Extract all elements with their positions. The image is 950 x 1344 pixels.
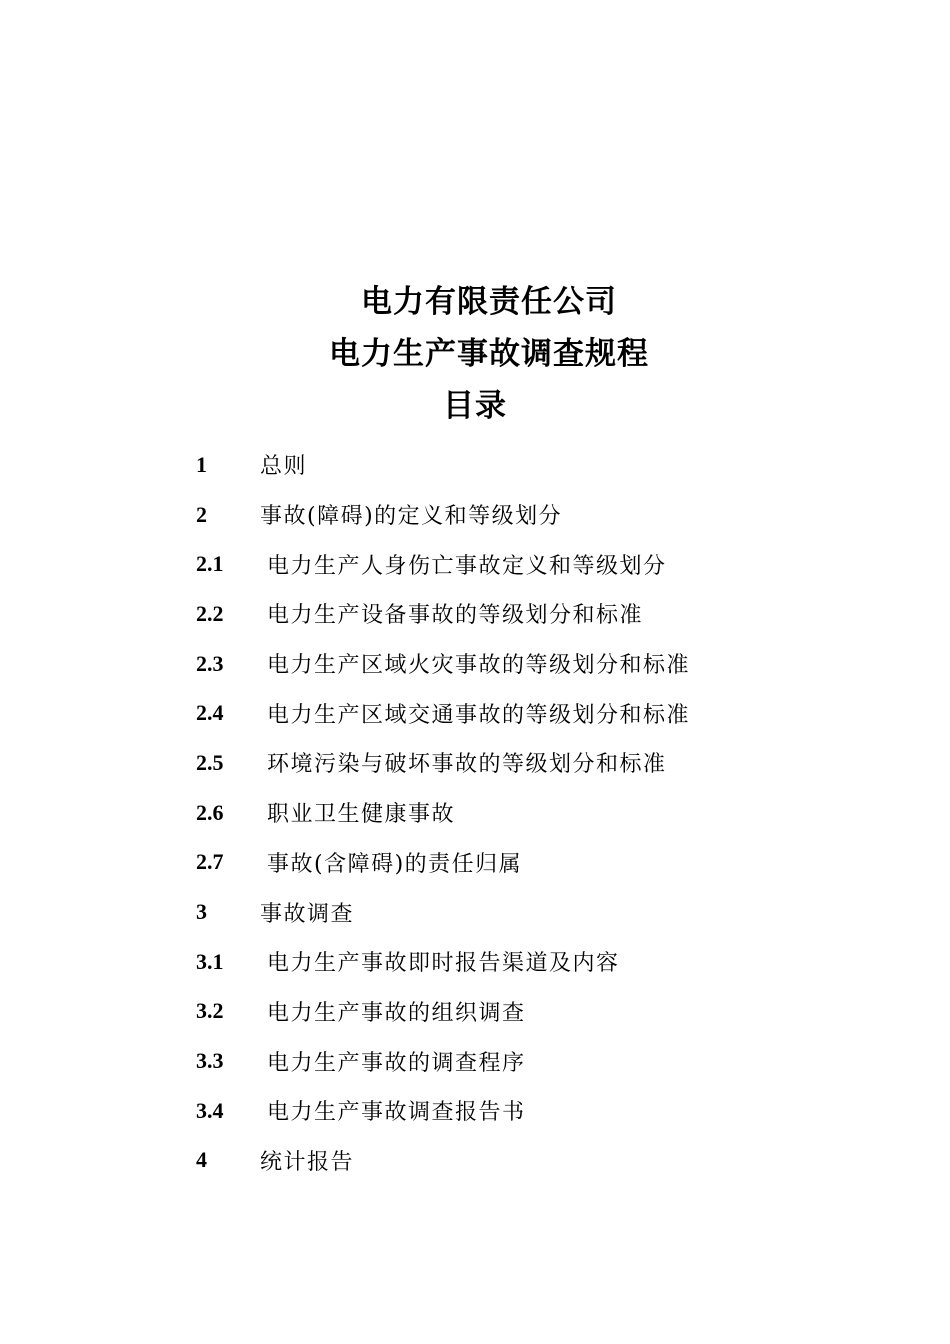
toc-item[interactable] — [196, 688, 896, 738]
toc-item-title: 电力生产事故即时报告渠道及内容 — [267, 951, 620, 977]
toc-item[interactable] — [196, 639, 896, 689]
table-of-contents — [196, 440, 896, 1185]
toc-item-number: 3.4 — [196, 1097, 224, 1123]
toc-item-title: 电力生产区域交通事故的等级划分和标准 — [267, 702, 691, 728]
toc-item[interactable] — [196, 1136, 896, 1186]
toc-item[interactable] — [196, 589, 896, 639]
toc-item-title: 环境污染与破坏事故的等级划分和标准 — [267, 752, 667, 778]
toc-item[interactable] — [196, 1036, 896, 1086]
toc-item-title: 事故(含障碍)的责任归属 — [267, 851, 523, 877]
toc-item-number: 2.2 — [196, 600, 224, 626]
toc-item-number: 2.4 — [196, 700, 224, 726]
toc-item-title: 电力生产人身伤亡事故定义和等级划分 — [267, 553, 667, 579]
document-title: 电力生产事故调查规程 — [329, 336, 649, 372]
toc-item[interactable] — [196, 1086, 896, 1136]
toc-item[interactable] — [196, 490, 896, 540]
title-block — [0, 276, 950, 432]
toc-item-number: 3 — [196, 899, 207, 925]
toc-item[interactable] — [196, 539, 896, 589]
toc-item-number: 2.1 — [196, 551, 224, 577]
toc-item-number: 2.7 — [196, 849, 224, 875]
toc-item-number: 1 — [196, 451, 207, 477]
toc-item-title: 电力生产事故的组织调查 — [267, 1000, 526, 1026]
toc-item-title: 职业卫生健康事故 — [267, 802, 456, 828]
company-name: 电力有限责任公司 — [361, 284, 617, 320]
toc-item[interactable] — [196, 887, 896, 937]
toc-item[interactable] — [196, 937, 896, 987]
toc-item-title: 电力生产区域火灾事故的等级划分和标准 — [267, 653, 691, 679]
toc-item-title: 总则 — [260, 454, 308, 480]
toc-item-title: 电力生产事故的调查程序 — [267, 1050, 526, 1076]
toc-heading: 目录 — [443, 388, 507, 424]
toc-item-number: 3.1 — [196, 948, 224, 974]
toc-item-title: 事故(障碍)的定义和等级划分 — [260, 504, 563, 530]
toc-item[interactable] — [196, 838, 896, 888]
toc-item-title: 电力生产事故调查报告书 — [267, 1100, 526, 1126]
toc-item-title: 统计报告 — [260, 1149, 355, 1175]
toc-item-number: 2.3 — [196, 650, 224, 676]
toc-item-number: 2 — [196, 501, 207, 527]
toc-item-number: 2.5 — [196, 749, 224, 775]
toc-item-title: 电力生产设备事故的等级划分和标准 — [267, 603, 644, 629]
toc-item[interactable] — [196, 738, 896, 788]
toc-item[interactable] — [196, 788, 896, 838]
toc-item-number: 4 — [196, 1147, 207, 1173]
toc-item[interactable] — [196, 987, 896, 1037]
toc-item-number: 2.6 — [196, 799, 224, 825]
toc-item[interactable] — [196, 440, 896, 490]
toc-item-number: 3.2 — [196, 998, 224, 1024]
toc-item-title: 事故调查 — [260, 901, 355, 927]
toc-item-number: 3.3 — [196, 1048, 224, 1074]
